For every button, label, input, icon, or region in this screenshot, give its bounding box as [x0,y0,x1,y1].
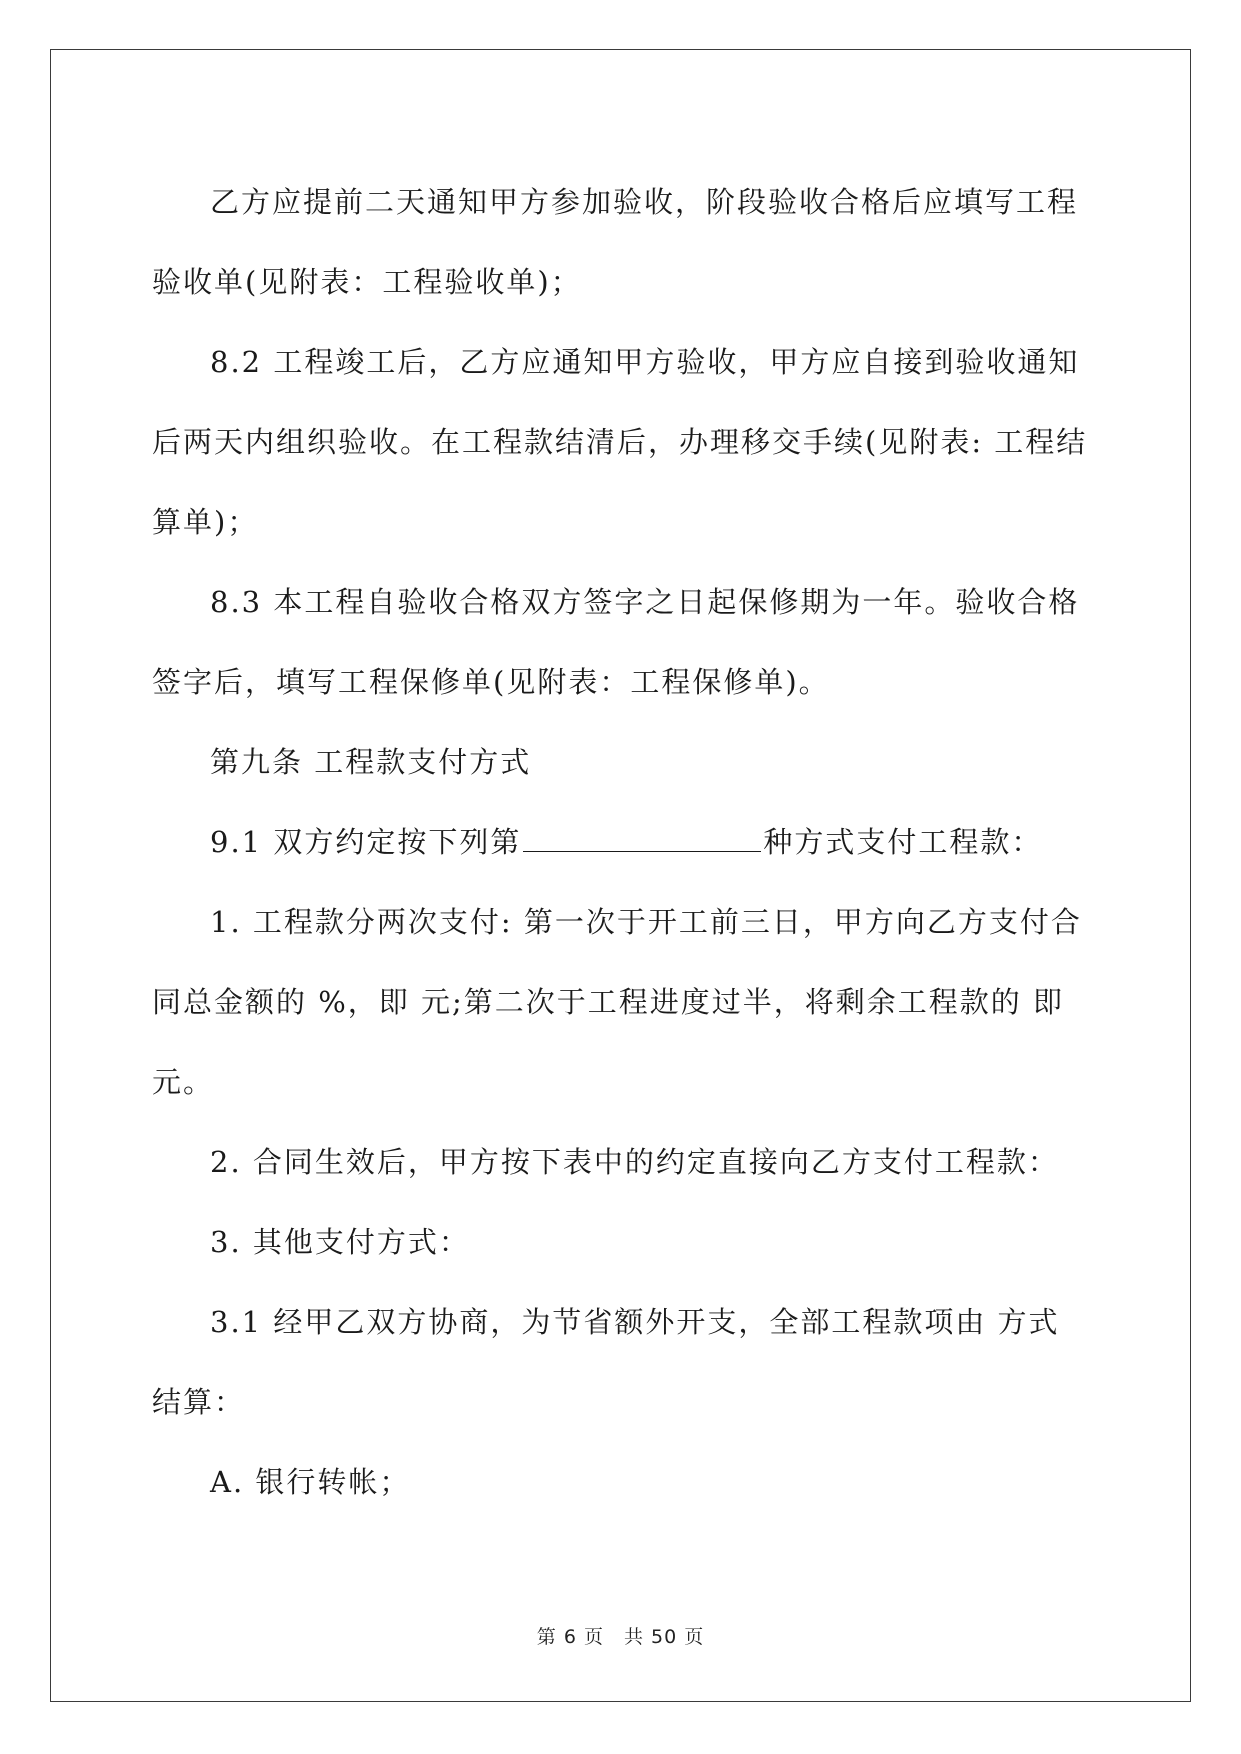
paragraph-option-a [152,1442,1082,1522]
clause-9-1-suffix: 种方式支付工程款： [763,825,1043,859]
text-line: 同总金额的 %，即 元;第二次于工程进度过半，将剩余工程款的 即 [152,985,1064,1019]
paragraph-acceptance-notice [152,162,1082,322]
document-body [152,162,1088,1522]
paragraph-payment-option-3 [152,1202,1082,1282]
text-line: 验收单(见附表：工程验收单)； [152,265,582,299]
text-line [152,802,1082,882]
page-number: 第 6 页 [536,1626,604,1648]
heading-article-9 [152,722,1082,802]
clause-9-1-prefix: 9.1 双方约定按下列第 [210,825,522,859]
paragraph-clause-3-1 [152,1282,1082,1442]
text-line: A. 银行转帐； [210,1465,411,1499]
text-line: 1. 工程款分两次支付: 第一次于开工前三日，甲方向乙方支付合 [210,905,1082,939]
paragraph-payment-option-2 [152,1122,1082,1202]
text-line: 算单)； [152,505,259,539]
text-line: 签字后，填写工程保修单(见附表：工程保修单)。 [152,665,830,699]
page-footer [0,1622,1241,1649]
page-total: 共 50 页 [623,1626,705,1648]
paragraph-clause-8-2 [152,322,1088,562]
text-line: 乙方应提前二天通知甲方参加验收，阶段验收合格后应填写工程 [210,185,1079,219]
text-line: 3. 其他支付方式： [210,1225,470,1259]
paragraph-payment-option-1 [152,882,1082,1122]
paragraph-clause-8-3 [152,562,1082,722]
text-line: 元。 [152,1065,215,1099]
paragraph-clause-9-1 [152,802,1082,882]
text-line: 8.3 本工程自验收合格双方签字之日起保修期为一年。验收合格 [210,585,1080,619]
text-line: 8.2 工程竣工后，乙方应通知甲方验收，甲方应自接到验收通知 [210,345,1080,379]
fill-in-blank [523,827,761,852]
text-line: 3.1 经甲乙双方协商，为节省额外开支，全部工程款项由 方式 [210,1305,1060,1339]
text-line: 2. 合同生效后，甲方按下表中的约定直接向乙方支付工程款： [210,1145,1059,1179]
section-heading: 第九条 工程款支付方式 [210,745,532,779]
text-line: 结算： [152,1385,246,1419]
text-line: 后两天内组织验收。在工程款结清后，办理移交手续(见附表: 工程结 [152,425,1088,459]
